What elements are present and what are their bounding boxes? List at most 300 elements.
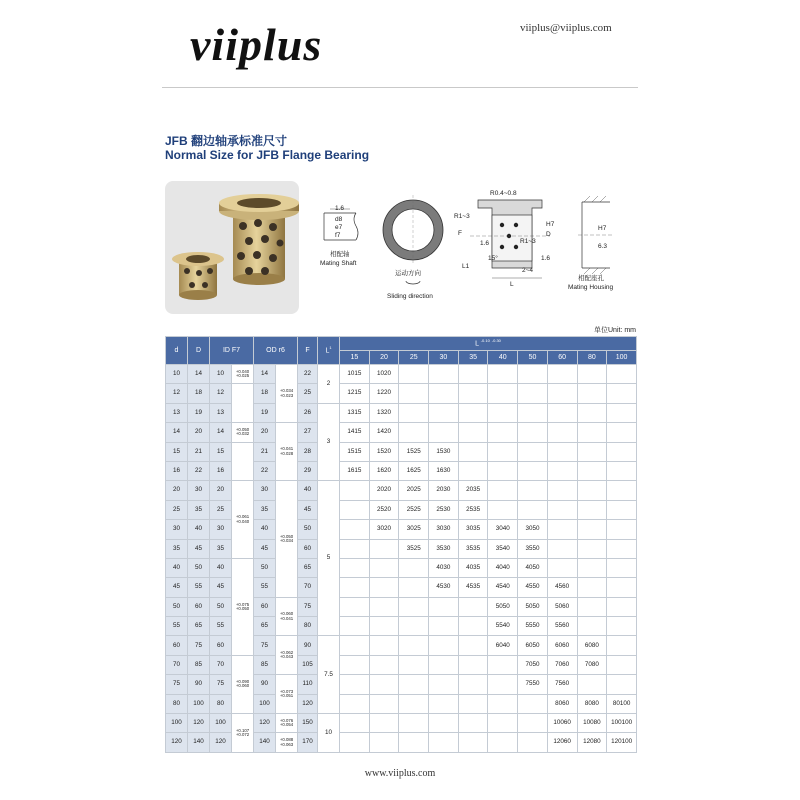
cell-part-number: 3020	[369, 520, 399, 539]
cell-part-number: 10060	[547, 714, 577, 733]
table-row	[166, 481, 637, 500]
cell-od-tolerance-up: +0.073	[279, 688, 294, 694]
bearing-ring-drawing	[383, 195, 443, 265]
col-header-l1-main: L	[325, 347, 330, 355]
cell-part-number: 1525	[399, 442, 429, 461]
cell-part-number	[399, 365, 429, 384]
cell-part-number: 1215	[340, 384, 370, 403]
contact-email[interactable]: viiplus@viiplus.com	[520, 22, 612, 34]
cell-part-number	[577, 617, 607, 636]
cell-part-number	[429, 384, 459, 403]
cell-part-number	[577, 481, 607, 500]
cell-f: 25	[298, 384, 318, 403]
cell-id-tolerance	[232, 558, 254, 655]
cell-part-number: 4535	[458, 578, 488, 597]
housing-label-cn: 相配座孔	[578, 275, 604, 282]
cell-id-tolerance-up: +0.040	[235, 368, 250, 374]
cell-part-number	[607, 655, 637, 674]
cell-d: 13	[166, 403, 188, 422]
cell-part-number: 1515	[340, 442, 370, 461]
shaft-dim-2: d8	[335, 216, 343, 223]
cell-part-number: 1520	[369, 442, 399, 461]
cell-od: 35	[254, 500, 276, 519]
cell-d: 75	[166, 675, 188, 694]
cell-part-number: 2020	[369, 481, 399, 500]
cell-part-number	[340, 617, 370, 636]
cell-part-number: 12080	[577, 733, 607, 752]
cell-d: 35	[166, 539, 188, 558]
cell-id: 50	[210, 597, 232, 616]
table-row	[166, 384, 637, 403]
cell-d: 16	[166, 461, 188, 480]
cell-od: 60	[254, 597, 276, 616]
cell-id: 75	[210, 675, 232, 694]
cell-part-number	[577, 539, 607, 558]
mating-housing-drawing	[578, 196, 614, 274]
cell-part-number: 8080	[577, 694, 607, 713]
cell-part-number	[488, 442, 518, 461]
cell-part-number	[518, 694, 548, 713]
cell-part-number: 2035	[458, 481, 488, 500]
cell-part-number	[369, 617, 399, 636]
cell-D: 14	[188, 365, 210, 384]
cell-part-number	[429, 403, 459, 422]
cell-part-number: 1020	[369, 365, 399, 384]
cell-part-number: 5060	[547, 597, 577, 616]
cell-part-number: 3030	[429, 520, 459, 539]
cell-part-number: 1415	[340, 423, 370, 442]
col-header-id: ID F7	[210, 337, 254, 365]
cell-od: 75	[254, 636, 276, 655]
cell-part-number	[607, 558, 637, 577]
cell-D: 55	[188, 578, 210, 597]
bearing-dim-1: R0.4~0.8	[490, 190, 517, 197]
unit-label: 单位Unit: mm	[594, 327, 636, 334]
cell-D: 20	[188, 423, 210, 442]
cell-part-number: 7560	[547, 675, 577, 694]
shaft-dim-1: 1.6	[335, 205, 345, 212]
cell-d: 15	[166, 442, 188, 461]
cell-part-number: 100100	[607, 714, 637, 733]
cell-id-tolerance	[232, 481, 254, 559]
cell-part-number	[577, 461, 607, 480]
cell-part-number	[458, 733, 488, 752]
cell-part-number: 4035	[458, 558, 488, 577]
cell-d: 30	[166, 520, 188, 539]
cell-part-number: 4050	[518, 558, 548, 577]
cell-part-number	[547, 461, 577, 480]
col-header-d: d	[166, 337, 188, 365]
cell-part-number: 2520	[369, 500, 399, 519]
cell-d: 10	[166, 365, 188, 384]
cell-part-number: 7050	[518, 655, 548, 674]
cell-f: 65	[298, 558, 318, 577]
footer-website[interactable]: www.viiplus.com	[364, 768, 436, 779]
cell-id-tolerance-dn: +0.050	[235, 605, 250, 611]
col-header-l1-sub: 1	[329, 345, 332, 351]
cell-id: 80	[210, 694, 232, 713]
cell-part-number	[429, 675, 459, 694]
cell-part-number	[577, 442, 607, 461]
motion-label-cn: 运动方向	[395, 270, 421, 277]
cell-part-number	[607, 539, 637, 558]
cell-part-number	[340, 655, 370, 674]
cell-d: 50	[166, 597, 188, 616]
cell-part-number	[577, 520, 607, 539]
bearing-section-drawing	[470, 200, 550, 278]
cell-part-number	[518, 384, 548, 403]
cell-part-number: 2030	[429, 481, 459, 500]
table-row	[166, 442, 637, 461]
cell-part-number	[429, 597, 459, 616]
cell-part-number	[458, 403, 488, 422]
cell-part-number	[518, 500, 548, 519]
cell-D: 65	[188, 617, 210, 636]
cell-od-tolerance-dn: +0.063	[279, 741, 294, 747]
cell-part-number	[369, 578, 399, 597]
cell-id-tolerance-dn: +0.025	[235, 373, 250, 379]
cell-D: 75	[188, 636, 210, 655]
cell-part-number	[458, 461, 488, 480]
cell-part-number	[369, 539, 399, 558]
cell-part-number	[577, 384, 607, 403]
cell-od-tolerance-up: +0.041	[279, 446, 294, 452]
shaft-dim-3: e7	[335, 224, 343, 231]
cell-id: 20	[210, 481, 232, 500]
cell-part-number	[607, 597, 637, 616]
cell-part-number: 6060	[547, 636, 577, 655]
length-header: 20	[369, 351, 399, 365]
cell-part-number	[399, 636, 429, 655]
cell-od-tolerance-dn: +0.034	[279, 538, 294, 544]
cell-part-number	[607, 403, 637, 422]
cell-part-number	[607, 500, 637, 519]
cell-f: 70	[298, 578, 318, 597]
cell-part-number	[399, 617, 429, 636]
brand-logo: viiplus	[190, 19, 323, 70]
cell-od-tolerance-dn: +0.043	[279, 654, 294, 660]
cell-part-number	[458, 423, 488, 442]
cell-part-number	[458, 675, 488, 694]
table-row	[166, 423, 637, 442]
cell-part-number	[399, 714, 429, 733]
cell-part-number: 1015	[340, 365, 370, 384]
cell-part-number: 3050	[518, 520, 548, 539]
cell-part-number	[577, 558, 607, 577]
cell-part-number: 7060	[547, 655, 577, 674]
cell-part-number: 4560	[547, 578, 577, 597]
cell-part-number	[399, 558, 429, 577]
cell-part-number	[458, 365, 488, 384]
cell-part-number	[429, 655, 459, 674]
cell-id: 15	[210, 442, 232, 461]
table-row	[166, 655, 637, 674]
cell-id: 14	[210, 423, 232, 442]
cell-l1: 2	[318, 365, 340, 404]
cell-part-number	[340, 481, 370, 500]
cell-part-number	[488, 384, 518, 403]
cell-part-number	[577, 597, 607, 616]
table-row	[166, 558, 637, 577]
cell-part-number: 5560	[547, 617, 577, 636]
bearing-dim-3: F	[458, 230, 462, 237]
cell-f: 110	[298, 675, 318, 694]
cell-part-number	[399, 578, 429, 597]
cell-part-number: 4540	[488, 578, 518, 597]
cell-part-number: 3540	[488, 539, 518, 558]
cell-part-number: 120100	[607, 733, 637, 752]
size-table	[165, 336, 637, 753]
cell-D: 60	[188, 597, 210, 616]
cell-part-number	[547, 403, 577, 422]
cell-d: 120	[166, 733, 188, 752]
cell-f: 26	[298, 403, 318, 422]
cell-part-number: 3535	[458, 539, 488, 558]
cell-D: 22	[188, 461, 210, 480]
cell-part-number	[488, 655, 518, 674]
cell-d: 20	[166, 481, 188, 500]
cell-part-number	[488, 481, 518, 500]
col-header-l-tol-down: -0.30	[491, 338, 501, 344]
cell-id: 16	[210, 461, 232, 480]
cell-part-number	[399, 694, 429, 713]
cell-d: 70	[166, 655, 188, 674]
bearing-dim-9: L1	[462, 263, 470, 270]
cell-id-tolerance	[232, 384, 254, 423]
cell-od: 65	[254, 617, 276, 636]
cell-part-number	[488, 694, 518, 713]
cell-part-number	[547, 558, 577, 577]
cell-f: 105	[298, 655, 318, 674]
cell-od-tolerance	[276, 597, 298, 636]
cell-od: 40	[254, 520, 276, 539]
cell-part-number	[547, 481, 577, 500]
length-header: 25	[399, 351, 429, 365]
cell-part-number: 6080	[577, 636, 607, 655]
cell-part-number	[458, 597, 488, 616]
cell-part-number: 5050	[518, 597, 548, 616]
cell-part-number: 1420	[369, 423, 399, 442]
cell-od: 140	[254, 733, 276, 752]
cell-part-number	[399, 675, 429, 694]
cell-part-number	[577, 403, 607, 422]
cell-od: 19	[254, 403, 276, 422]
cell-part-number	[607, 442, 637, 461]
cell-od-tolerance	[276, 675, 298, 714]
cell-part-number	[458, 442, 488, 461]
table-row	[166, 365, 637, 384]
cell-part-number	[458, 655, 488, 674]
bearing-dim-4: D	[546, 231, 551, 238]
cell-od-tolerance	[276, 365, 298, 423]
cell-od-tolerance-up: +0.088	[279, 737, 294, 743]
cell-part-number	[399, 423, 429, 442]
cell-id: 30	[210, 520, 232, 539]
cell-part-number	[340, 558, 370, 577]
cell-d: 25	[166, 500, 188, 519]
housing-dim-2: 6.3	[598, 243, 608, 250]
cell-f: 75	[298, 597, 318, 616]
cell-part-number	[340, 636, 370, 655]
cell-od: 85	[254, 655, 276, 674]
cell-od: 18	[254, 384, 276, 403]
housing-dim-1: H7	[598, 225, 607, 232]
cell-part-number: 1625	[399, 461, 429, 480]
cell-part-number: 1220	[369, 384, 399, 403]
cell-id-tolerance-up: +0.090	[235, 679, 250, 685]
cell-part-number	[547, 384, 577, 403]
cell-f: 50	[298, 520, 318, 539]
cell-part-number	[340, 675, 370, 694]
cell-part-number: 3035	[458, 520, 488, 539]
cell-part-number: 5550	[518, 617, 548, 636]
cell-part-number: 6050	[518, 636, 548, 655]
cell-part-number	[399, 655, 429, 674]
cell-part-number	[369, 694, 399, 713]
cell-part-number	[369, 597, 399, 616]
cell-id: 120	[210, 733, 232, 752]
cell-id: 12	[210, 384, 232, 403]
cell-part-number	[518, 461, 548, 480]
cell-part-number	[518, 403, 548, 422]
cell-part-number: 4040	[488, 558, 518, 577]
cell-part-number: 1320	[369, 403, 399, 422]
cell-l1: 10	[318, 714, 340, 753]
cell-f: 120	[298, 694, 318, 713]
cell-part-number: 5540	[488, 617, 518, 636]
cell-part-number: 8060	[547, 694, 577, 713]
cell-part-number: 1315	[340, 403, 370, 422]
cell-part-number: 4530	[429, 578, 459, 597]
cell-part-number	[429, 423, 459, 442]
cell-part-number	[340, 694, 370, 713]
cell-part-number	[488, 461, 518, 480]
cell-id: 35	[210, 539, 232, 558]
cell-l1: 7.5	[318, 636, 340, 714]
sliding-direction-icon	[406, 281, 420, 284]
cell-d: 14	[166, 423, 188, 442]
cell-D: 100	[188, 694, 210, 713]
cell-part-number	[488, 365, 518, 384]
cell-id-tolerance-dn: +0.040	[235, 518, 250, 524]
shaft-label-en: Mating Shaft	[320, 260, 357, 267]
cell-od-tolerance-dn: +0.023	[279, 392, 294, 398]
cell-part-number: 3040	[488, 520, 518, 539]
cell-part-number	[369, 636, 399, 655]
cell-part-number: 10080	[577, 714, 607, 733]
cell-part-number	[488, 675, 518, 694]
cell-part-number	[369, 655, 399, 674]
length-header: 15	[340, 351, 370, 365]
cell-part-number: 1630	[429, 461, 459, 480]
cell-part-number	[429, 617, 459, 636]
bearing-dim-8: 15°	[488, 255, 498, 262]
cell-part-number	[488, 500, 518, 519]
cell-f: 27	[298, 423, 318, 442]
cell-D: 85	[188, 655, 210, 674]
cell-part-number	[399, 733, 429, 752]
cell-d: 80	[166, 694, 188, 713]
cell-part-number	[429, 733, 459, 752]
cell-od-tolerance	[276, 423, 298, 481]
cell-id-tolerance	[232, 442, 254, 481]
cell-D: 45	[188, 539, 210, 558]
cell-D: 140	[188, 733, 210, 752]
cell-part-number	[340, 597, 370, 616]
cell-part-number: 2025	[399, 481, 429, 500]
cell-f: 28	[298, 442, 318, 461]
cell-part-number: 1620	[369, 461, 399, 480]
cell-part-number	[607, 578, 637, 597]
cell-part-number	[369, 675, 399, 694]
cell-part-number	[369, 558, 399, 577]
cell-D: 50	[188, 558, 210, 577]
cell-part-number	[458, 617, 488, 636]
cell-f: 80	[298, 617, 318, 636]
cell-id-tolerance-dn: +0.072	[235, 731, 250, 737]
cell-od: 14	[254, 365, 276, 384]
cell-id-tolerance-dn: +0.032	[235, 431, 250, 437]
cell-part-number	[488, 733, 518, 752]
cell-f: 60	[298, 539, 318, 558]
cell-part-number	[607, 636, 637, 655]
cell-part-number: 2530	[429, 500, 459, 519]
cell-part-number	[577, 365, 607, 384]
cell-part-number: 80100	[607, 694, 637, 713]
cell-od: 120	[254, 714, 276, 733]
length-header: 80	[577, 351, 607, 365]
cell-part-number	[340, 733, 370, 752]
col-header-l-tol-up: -0.10	[480, 338, 490, 344]
cell-od-tolerance	[276, 636, 298, 675]
cell-od-tolerance	[276, 733, 298, 752]
cell-part-number	[547, 442, 577, 461]
cell-part-number	[577, 423, 607, 442]
cell-D: 18	[188, 384, 210, 403]
technical-drawing	[310, 180, 640, 310]
cell-part-number: 3025	[399, 520, 429, 539]
length-header: 100	[607, 351, 637, 365]
cell-od-tolerance	[276, 481, 298, 597]
cell-id-tolerance	[232, 655, 254, 713]
cell-part-number: 4550	[518, 578, 548, 597]
cell-part-number	[547, 365, 577, 384]
cell-od: 90	[254, 675, 276, 694]
col-header-l-label: L	[475, 340, 479, 348]
cell-D: 40	[188, 520, 210, 539]
cell-id-tolerance	[232, 423, 254, 442]
cell-part-number	[607, 365, 637, 384]
cell-part-number: 5050	[488, 597, 518, 616]
cell-id-tolerance-up: +0.075	[235, 601, 250, 607]
bearing-dim-2: R1~3	[454, 213, 470, 220]
cell-part-number	[488, 423, 518, 442]
cell-part-number	[399, 384, 429, 403]
cell-part-number	[429, 636, 459, 655]
cell-f: 150	[298, 714, 318, 733]
cell-od-tolerance-up: +0.060	[279, 611, 294, 617]
cell-od: 20	[254, 423, 276, 442]
cell-part-number: 3525	[399, 539, 429, 558]
cell-id-tolerance-up: +0.050	[235, 427, 250, 433]
length-header: 50	[518, 351, 548, 365]
length-header: 35	[458, 351, 488, 365]
length-header: 60	[547, 351, 577, 365]
cell-part-number	[518, 365, 548, 384]
cell-part-number	[607, 675, 637, 694]
cell-part-number	[340, 578, 370, 597]
cell-D: 35	[188, 500, 210, 519]
